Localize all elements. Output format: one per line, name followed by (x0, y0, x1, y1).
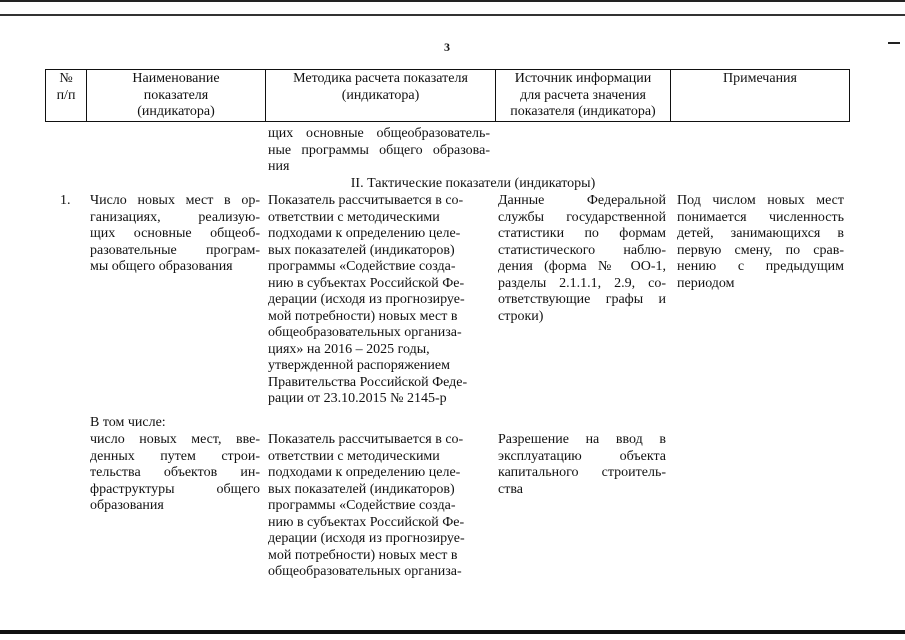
row2-method: Показатель рассчитывается в со- ответствии с методическими подходами к определению целе- вых показателей (индикаторов) программы «Содействие созда- нию в субъектах Российской Фе- дерации (исходя из прогнозируе- мой потребности) новых мест в общеобразовательных организа- (268, 432, 465, 579)
header-col-source: Источник информации для расчета значения показателя (индикатора) (510, 71, 656, 119)
header-col-method: Методика расчета показателя (индикатора) (293, 71, 468, 103)
row1-method: Показатель рассчитывается в со- ответствии с методическими подходами к определению целе- вых показателей (индикаторов) программы «Содействие созда- нию в субъектах Российской Фе- дерации (исходя из прогнозируе- мой потребности) новых мест в общеобразовательных организа- циях» на 2016 – 2025 годы, утвержденной распоряжением Правительства Российской Феде- рации от 23.10.2015 № 2145-р (268, 193, 468, 406)
header-bottom-border (45, 121, 850, 122)
row2-intro: В том числе: (90, 415, 166, 430)
bottom-rule (0, 630, 905, 634)
row1-source: Данные Федеральной службы государственной статистики по формам статистического наблю- дения (форма № ОО-1, разделы 2.1.1.1, 2.9, со- ответствующие графы и строки) (498, 193, 666, 324)
header-top-border (45, 69, 850, 70)
top-rule (0, 14, 905, 16)
page-number: 3 (444, 40, 450, 54)
row1-notes: Под числом новых мест понимается численность детей, занимающихся в первую смену, по срав- нению с предыдущим периодом (677, 193, 844, 291)
header-col-notes: Примечания (722, 71, 797, 86)
row2-indicator-name: число новых мест, вве- денных путем строи- тельства объектов ин- фраструктуры общего образования (90, 432, 260, 513)
header-col-number: № п/п (56, 71, 76, 103)
row1-number: 1. (60, 193, 71, 208)
section-title: II. Тактические показатели (индикаторы) (350, 176, 596, 191)
header-col-name: Наименование показателя (индикатора) (132, 71, 220, 119)
row1-indicator-name: Число новых мест в ор- ганизациях, реализую- щих основные общеоб- разовательные програм- мы общего образования (90, 193, 260, 274)
scan-top-edge (0, 0, 905, 2)
continuation-text: щих основные общеобразователь- ные программы общего образова- ния (268, 126, 490, 174)
scan-edge-mark (888, 42, 900, 44)
row2-source: Разрешение на ввод в эксплуатацию объекта капитального строитель- ства (498, 432, 666, 497)
header-divider (849, 69, 850, 122)
